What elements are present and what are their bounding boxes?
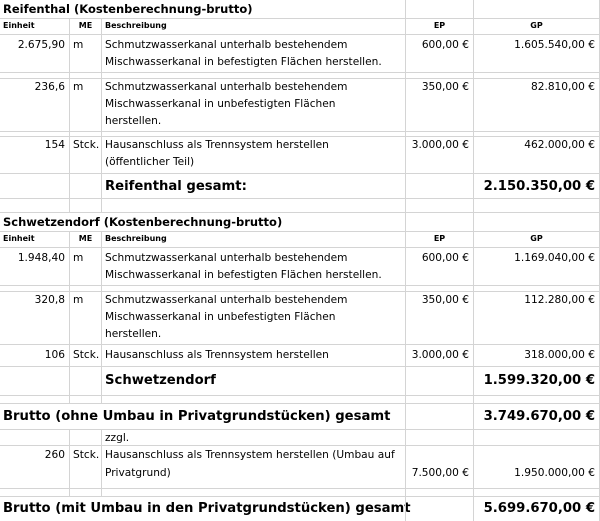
cell-ep[interactable] <box>406 292 474 345</box>
cell[interactable] <box>406 0 474 19</box>
unit-price: 3.000,00 € <box>411 349 469 361</box>
header-me: ME <box>78 234 93 243</box>
total-price: 1.950.000,00 € <box>514 467 595 479</box>
zzgl-label: zzgl. <box>105 432 130 444</box>
section-title: Reifenthal (Kostenberechnung-brutto) <box>3 2 253 16</box>
description-line: Privatgrund) <box>105 467 171 479</box>
qty: 260 <box>44 449 65 461</box>
header-cell-einheit[interactable] <box>0 232 70 248</box>
header-beschreibung: Beschreibung <box>105 234 167 243</box>
cell[interactable] <box>102 0 406 19</box>
table-row <box>0 79 600 132</box>
unit-price: 600,00 € <box>421 252 469 264</box>
cell-description[interactable] <box>102 137 406 174</box>
table-row <box>0 446 600 489</box>
unit-price: 3.000,00 € <box>411 139 469 151</box>
qty: 2.675,90 <box>17 39 65 51</box>
cell-qty[interactable] <box>0 345 70 367</box>
header-me: ME <box>78 21 93 30</box>
section-total-value: 2.150.350,00 € <box>483 179 595 194</box>
total-price: 82.810,00 € <box>530 81 595 93</box>
cell-gp[interactable] <box>474 446 600 489</box>
cell[interactable] <box>0 213 283 232</box>
unit: Stck. <box>73 139 100 151</box>
table-row <box>0 35 600 73</box>
table-header-row <box>0 232 600 248</box>
description-line: Hausanschluss als Trennsystem herstellen (Umbau auf <box>105 449 395 461</box>
cell[interactable] <box>474 0 600 19</box>
header-cell-einheit[interactable] <box>0 19 70 35</box>
table-header-row <box>0 19 600 35</box>
header-cell-beschreibung[interactable] <box>102 232 406 248</box>
cell-description[interactable] <box>102 79 406 132</box>
qty: 154 <box>44 139 65 151</box>
grand-total-label: Brutto (ohne Umbau in Privatgrundstücken) gesamt <box>3 409 391 424</box>
cell-unit[interactable] <box>70 345 102 367</box>
cell-gp[interactable] <box>474 79 600 132</box>
cell-unit[interactable] <box>70 248 102 286</box>
spacer-row <box>0 489 600 497</box>
cell-qty[interactable] <box>0 292 70 345</box>
cell-gp[interactable] <box>474 345 600 367</box>
cell-ep[interactable] <box>406 345 474 367</box>
header-cell-gp[interactable] <box>474 19 600 35</box>
section-total-label: Schwetzendorf <box>105 373 216 388</box>
cell[interactable] <box>70 0 102 19</box>
total-price: 1.605.540,00 € <box>514 39 595 51</box>
cell-unit[interactable] <box>70 292 102 345</box>
cell-qty[interactable] <box>0 137 70 174</box>
cell-unit[interactable] <box>70 137 102 174</box>
cell-ep[interactable] <box>406 248 474 286</box>
cell-description[interactable] <box>102 248 406 286</box>
description-line: Schmutzwasserkanal unterhalb bestehendem <box>105 294 348 306</box>
description-line: (öffentlicher Teil) <box>105 156 195 168</box>
table-row <box>0 430 600 446</box>
unit-price: 600,00 € <box>421 39 469 51</box>
description-line: Mischwasserkanal in unbefestigten Flächen <box>105 311 336 323</box>
table-row <box>0 248 600 286</box>
header-einheit: Einheit <box>3 21 35 30</box>
cell[interactable] <box>0 0 253 19</box>
description-line: herstellen. <box>105 328 162 340</box>
total-price: 1.169.040,00 € <box>514 252 595 264</box>
cell-grand-total-label[interactable] <box>0 404 391 430</box>
cell-unit[interactable] <box>70 446 102 489</box>
qty: 320,8 <box>34 294 65 306</box>
cell-grand-total-value[interactable] <box>474 404 600 430</box>
unit: m <box>73 252 84 264</box>
qty: 1.948,40 <box>17 252 65 264</box>
cell-gp[interactable] <box>474 35 600 73</box>
cell-ep[interactable] <box>406 79 474 132</box>
qty: 236,6 <box>34 81 65 93</box>
spacer-row <box>0 396 600 404</box>
cell-qty[interactable] <box>0 79 70 132</box>
description-line: Hausanschluss als Trennsystem herstellen <box>105 349 329 361</box>
grand-total-value: 3.749.670,00 € <box>483 409 595 424</box>
spacer-row <box>0 199 600 213</box>
cell-gp[interactable] <box>474 137 600 174</box>
table-row <box>0 137 600 174</box>
unit-price: 350,00 € <box>421 294 469 306</box>
unit-price: 7.500,00 € <box>411 467 469 479</box>
grand-total-value: 5.699.670,00 € <box>483 501 595 516</box>
header-cell-ep[interactable] <box>406 19 474 35</box>
total-price: 462.000,00 € <box>524 139 595 151</box>
cell-description[interactable] <box>102 446 406 489</box>
qty: 106 <box>44 349 65 361</box>
section-total-label: Reifenthal gesamt: <box>105 179 247 194</box>
header-cell-me[interactable] <box>70 19 102 35</box>
table-row <box>0 345 600 367</box>
description-line: herstellen. <box>105 115 162 127</box>
cell-description[interactable] <box>102 35 406 73</box>
header-ep: EP <box>433 234 446 243</box>
header-cell-me[interactable] <box>70 232 102 248</box>
cell-unit[interactable] <box>70 35 102 73</box>
cell-unit[interactable] <box>70 79 102 132</box>
section-total-row <box>0 367 600 396</box>
cell-ep[interactable] <box>406 35 474 73</box>
header-gp: GP <box>530 234 543 243</box>
cell-qty[interactable] <box>0 446 70 489</box>
header-gp: GP <box>530 21 543 30</box>
description-line: Schmutzwasserkanal unterhalb bestehendem <box>105 252 348 264</box>
total-price: 112.280,00 € <box>524 294 595 306</box>
grand-total-row <box>0 404 600 430</box>
unit: Stck. <box>73 349 100 361</box>
header-einheit: Einheit <box>3 234 35 243</box>
unit: m <box>73 39 84 51</box>
table-row <box>0 292 600 345</box>
unit: Stck. <box>73 449 100 461</box>
cell-qty[interactable] <box>0 35 70 73</box>
header-cell-gp[interactable] <box>474 232 600 248</box>
cell[interactable] <box>474 213 600 232</box>
description-line: Mischwasserkanal in befestigten Flächen herstellen. <box>105 56 382 68</box>
cell-grand-total-label[interactable] <box>0 497 411 521</box>
cell[interactable] <box>102 213 406 232</box>
section-title-row <box>0 0 600 19</box>
cell-zzgl[interactable] <box>102 430 406 446</box>
grand-total-row <box>0 497 600 521</box>
cell-total-value[interactable] <box>474 367 600 396</box>
description-line: Mischwasserkanal in befestigten Flächen herstellen. <box>105 269 382 281</box>
grand-total-label: Brutto (mit Umbau in den Privatgrundstücken) gesamt <box>3 501 411 516</box>
description-line: Hausanschluss als Trennsystem herstellen <box>105 139 329 151</box>
cell-ep[interactable] <box>406 137 474 174</box>
unit: m <box>73 294 84 306</box>
description-line: Mischwasserkanal in unbefestigten Flächen <box>105 98 336 110</box>
cell-description[interactable] <box>102 345 406 367</box>
header-ep: EP <box>433 21 446 30</box>
header-beschreibung: Beschreibung <box>105 21 167 30</box>
unit: m <box>73 81 84 93</box>
description-line: Schmutzwasserkanal unterhalb bestehendem <box>105 81 348 93</box>
cell-description[interactable] <box>102 292 406 345</box>
cell-total-label[interactable] <box>102 174 406 199</box>
header-cell-ep[interactable] <box>406 232 474 248</box>
section-total-value: 1.599.320,00 € <box>483 373 595 388</box>
header-cell-beschreibung[interactable] <box>102 19 406 35</box>
cell[interactable] <box>406 213 474 232</box>
cell-qty[interactable] <box>0 248 70 286</box>
description-line: Schmutzwasserkanal unterhalb bestehendem <box>105 39 348 51</box>
cell-grand-total-value[interactable] <box>474 497 600 521</box>
total-price: 318.000,00 € <box>524 349 595 361</box>
cell-gp[interactable] <box>474 292 600 345</box>
section-title: Schwetzendorf (Kostenberechnung-brutto) <box>3 215 283 229</box>
cell-total-value[interactable] <box>474 174 600 199</box>
cell-ep[interactable] <box>406 446 474 489</box>
section-total-row <box>0 174 600 199</box>
unit-price: 350,00 € <box>421 81 469 93</box>
section-title-row <box>0 213 600 232</box>
cell-gp[interactable] <box>474 248 600 286</box>
cell[interactable] <box>70 213 102 232</box>
cell-total-label[interactable] <box>102 367 406 396</box>
